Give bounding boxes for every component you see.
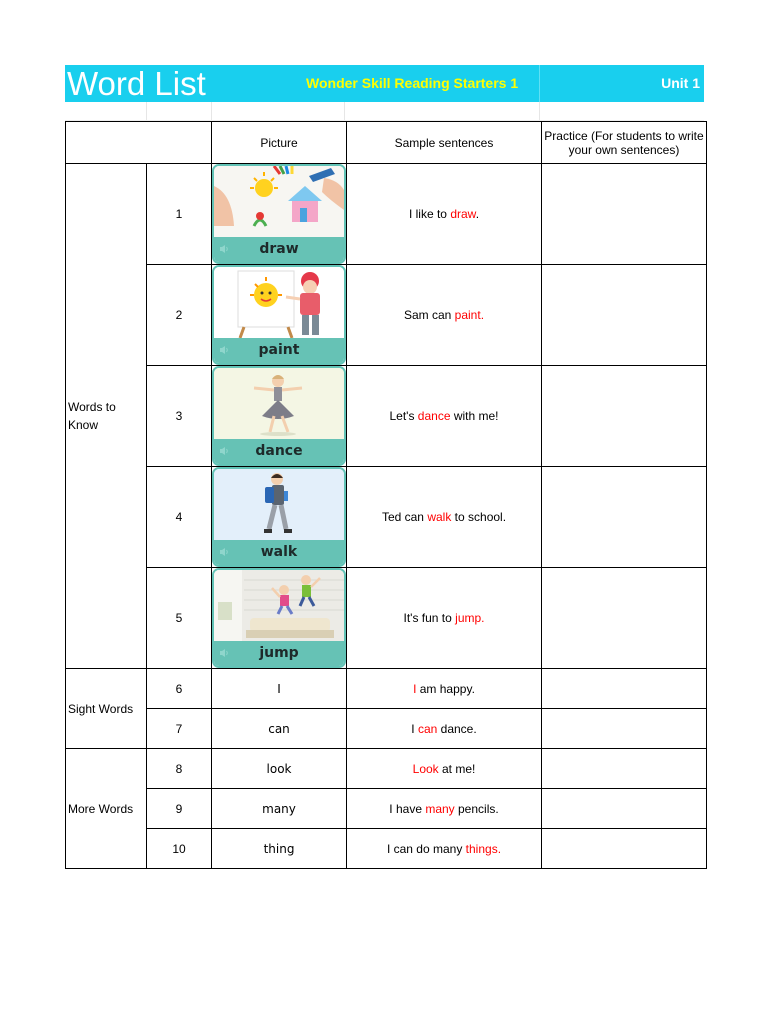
sample-sentence xyxy=(347,366,542,467)
row-number: 4 xyxy=(147,467,212,568)
sentence-text: at me! xyxy=(438,761,476,776)
word-cell: thing xyxy=(212,829,347,869)
practice-cell[interactable] xyxy=(542,366,707,467)
word-cell: can xyxy=(212,709,347,749)
speaker-icon[interactable] xyxy=(219,547,229,557)
picture-cell xyxy=(212,164,347,265)
page-title: Word List xyxy=(67,65,206,102)
word-card-jump xyxy=(212,568,346,668)
table-row xyxy=(66,265,707,366)
highlighted-word: draw xyxy=(450,207,476,221)
speaker-icon[interactable] xyxy=(219,244,229,254)
header-row xyxy=(66,122,707,164)
practice-cell[interactable] xyxy=(542,829,707,869)
sentence-text: It's fun to xyxy=(403,611,456,625)
group-label-more-words: More Words xyxy=(66,749,147,869)
sentence-text: pencils. xyxy=(454,801,499,816)
draw-picture xyxy=(214,166,344,237)
sample-sentence xyxy=(347,265,542,366)
row-number: 5 xyxy=(147,568,212,669)
paint-picture xyxy=(214,267,344,338)
sentence-text: I xyxy=(411,721,418,736)
header-blank-cell xyxy=(66,122,212,164)
title-banner xyxy=(65,65,704,102)
practice-cell[interactable] xyxy=(542,467,707,568)
sample-sentence xyxy=(347,709,542,749)
word-card-dance xyxy=(212,366,346,466)
highlighted-word: walk xyxy=(427,510,452,524)
word-band xyxy=(214,237,344,262)
highlighted-word: I xyxy=(413,681,417,696)
sentence-text: Sam can xyxy=(403,308,455,322)
practice-cell[interactable] xyxy=(542,669,707,709)
row-number: 2 xyxy=(147,265,212,366)
sentence-text: to school. xyxy=(451,510,507,524)
practice-cell[interactable] xyxy=(542,709,707,749)
practice-cell[interactable] xyxy=(542,568,707,669)
sentence-text: . xyxy=(475,207,480,221)
highlighted-word: jump. xyxy=(455,611,485,625)
sentence-text: I like to xyxy=(408,207,451,221)
row-number: 6 xyxy=(147,669,212,709)
sample-sentence xyxy=(347,669,542,709)
group-label-sight-words: Sight Words xyxy=(66,669,147,749)
word-cell: I xyxy=(212,669,347,709)
row-number: 10 xyxy=(147,829,212,869)
jump-picture xyxy=(214,570,344,641)
sentence-text: dance. xyxy=(437,721,477,736)
table-row xyxy=(66,829,707,869)
speaker-icon[interactable] xyxy=(219,345,229,355)
highlighted-word: many xyxy=(425,801,455,816)
sentence-text: Let's xyxy=(389,409,418,423)
card-word: dance xyxy=(255,443,303,459)
row-number: 9 xyxy=(147,789,212,829)
sample-sentence xyxy=(347,568,542,669)
banner-divider xyxy=(539,65,540,102)
dance-picture xyxy=(214,368,344,439)
highlighted-word: paint. xyxy=(454,308,485,322)
group-label-words-to-know: Words to Know xyxy=(66,164,147,669)
gridline xyxy=(344,102,345,120)
word-cell: look xyxy=(212,749,347,789)
table-row xyxy=(66,789,707,829)
sample-sentence xyxy=(347,749,542,789)
row-number: 8 xyxy=(147,749,212,789)
word-band xyxy=(214,641,344,666)
row-number: 3 xyxy=(147,366,212,467)
word-band xyxy=(214,338,344,363)
sample-sentence xyxy=(347,467,542,568)
speaker-icon[interactable] xyxy=(219,446,229,456)
walk-picture xyxy=(214,469,344,540)
picture-cell xyxy=(212,568,347,669)
gridline xyxy=(211,102,212,120)
sentence-text: I can do many xyxy=(386,841,466,856)
table-row xyxy=(66,749,707,789)
word-list-table xyxy=(65,121,707,869)
sentence-text: am happy. xyxy=(416,681,475,696)
sample-sentence xyxy=(347,789,542,829)
card-word: jump xyxy=(259,645,299,661)
sample-sentence xyxy=(347,829,542,869)
sample-sentence xyxy=(347,164,542,265)
word-cell: many xyxy=(212,789,347,829)
highlighted-word: can xyxy=(417,721,438,736)
practice-cell[interactable] xyxy=(542,164,707,265)
unit-label: Unit 1 xyxy=(661,75,700,91)
table-row xyxy=(66,568,707,669)
speaker-icon[interactable] xyxy=(219,648,229,658)
card-word: walk xyxy=(260,544,298,560)
table-row xyxy=(66,669,707,709)
practice-cell[interactable] xyxy=(542,265,707,366)
row-number: 1 xyxy=(147,164,212,265)
table-row xyxy=(66,709,707,749)
picture-cell xyxy=(212,467,347,568)
table-row xyxy=(66,467,707,568)
header-sample-sentences: Sample sentences xyxy=(347,122,542,164)
table-row xyxy=(66,164,707,265)
card-word: draw xyxy=(259,241,299,257)
highlighted-word: things. xyxy=(465,841,502,856)
word-band xyxy=(214,439,344,464)
header-picture: Picture xyxy=(212,122,347,164)
gridline xyxy=(539,102,540,120)
practice-cell[interactable] xyxy=(542,789,707,829)
series-name: Wonder Skill Reading Starters 1 xyxy=(306,75,519,91)
word-card-walk xyxy=(212,467,346,567)
sentence-text: with me! xyxy=(450,409,499,423)
sentence-text: I have xyxy=(389,801,426,816)
word-card-paint xyxy=(212,265,346,365)
sentence-text: Ted can xyxy=(381,510,428,524)
highlighted-word: dance xyxy=(417,409,451,423)
table-row xyxy=(66,366,707,467)
header-practice: Practice (For students to write your own sentences) xyxy=(542,122,707,164)
picture-cell xyxy=(212,265,347,366)
practice-cell[interactable] xyxy=(542,749,707,789)
picture-cell xyxy=(212,366,347,467)
row-number: 7 xyxy=(147,709,212,749)
word-card-draw xyxy=(212,164,346,264)
highlighted-word: Look xyxy=(412,761,439,776)
card-word: paint xyxy=(258,342,300,358)
gridline xyxy=(146,102,147,120)
word-band xyxy=(214,540,344,565)
